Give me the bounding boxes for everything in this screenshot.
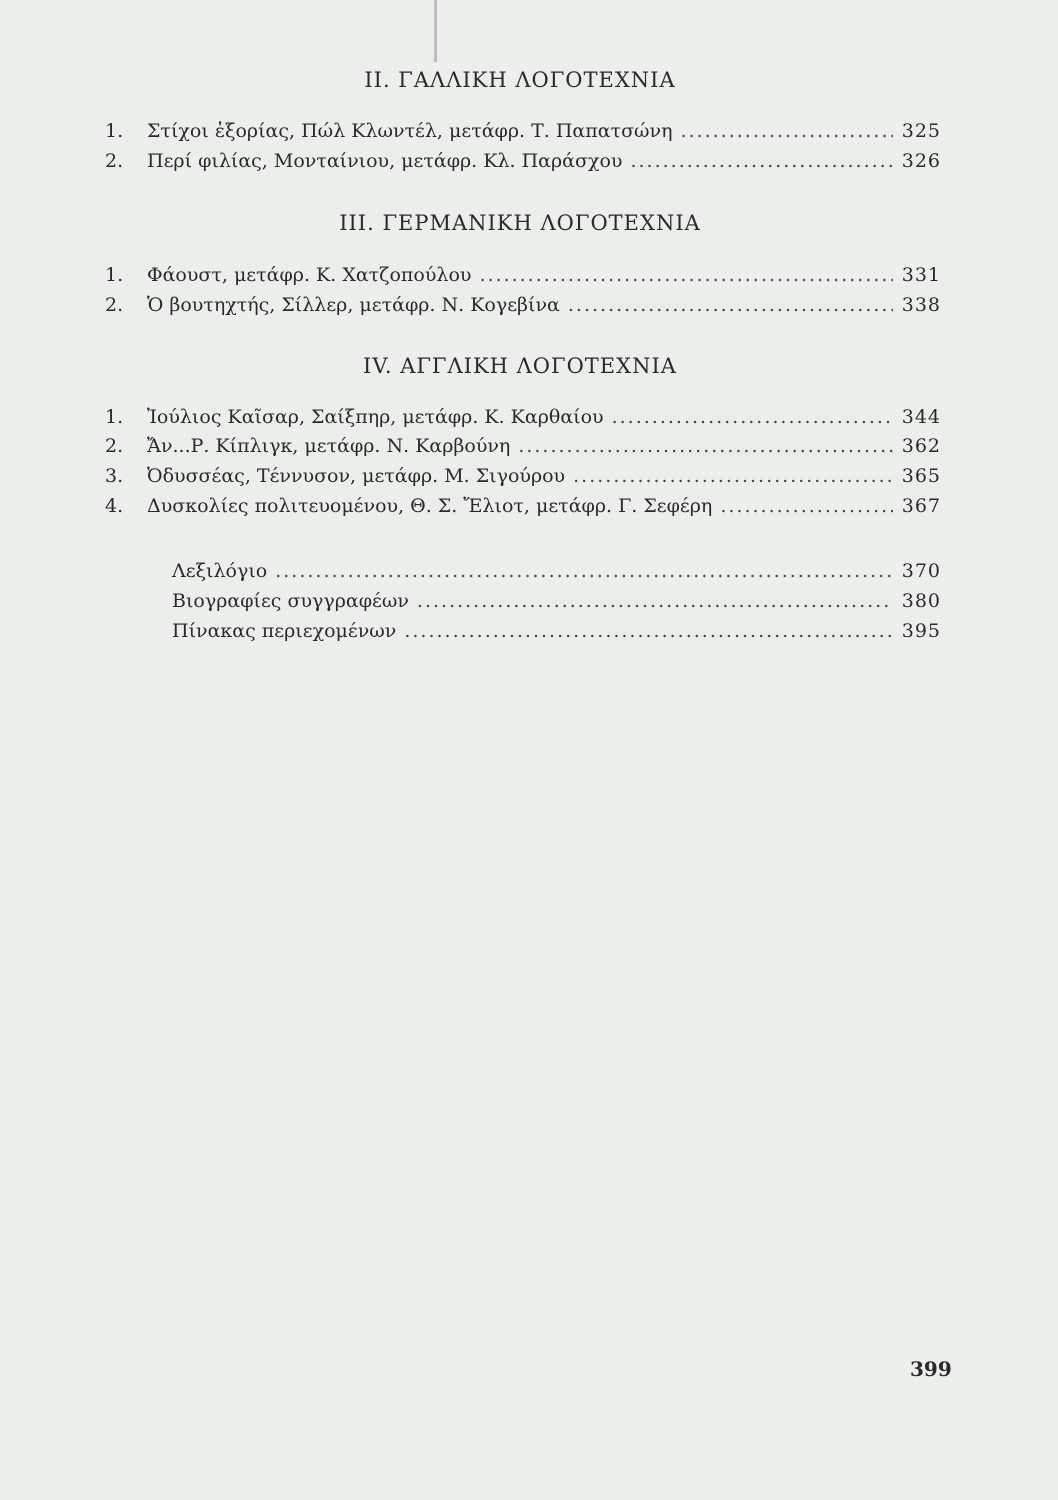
entry-title: Ἄν...Ρ. Κίπλιγκ, μετάφρ. Ν. Καρβούνη xyxy=(147,435,511,457)
entry-title: Φάουστ, μετάφρ. Κ. Χατζοπούλου xyxy=(147,264,472,286)
dot-leader xyxy=(404,620,893,642)
dot-leader xyxy=(417,590,893,612)
section-heading-french: II. ΓΑΛΛΙΚΗ ΛΟΓΟΤΕΧΝΙΑ xyxy=(364,68,676,92)
toc-entry xyxy=(105,120,941,148)
entry-title: Πίνακας περιεχομένων xyxy=(172,620,397,642)
appendix-entry xyxy=(172,590,941,618)
entry-title: Ἰούλιος Καῖσαρ, Σαίξπηρ, μετάφρ. Κ. Καρθαίου xyxy=(147,406,604,428)
entry-page: 344 xyxy=(901,406,941,428)
entry-number: 1. xyxy=(105,264,124,286)
dot-leader xyxy=(479,264,893,286)
entry-number: 4. xyxy=(105,495,124,517)
entry-number: 2. xyxy=(105,435,124,457)
dot-leader xyxy=(275,560,893,582)
appendix-entry xyxy=(172,560,941,588)
dot-leader xyxy=(568,294,893,316)
entry-number: 3. xyxy=(105,465,124,487)
dot-leader xyxy=(518,435,893,457)
entry-page: 365 xyxy=(901,465,941,487)
dot-leader xyxy=(720,495,893,517)
toc-entry xyxy=(105,150,941,178)
entry-page: 331 xyxy=(901,264,941,286)
dot-leader xyxy=(573,465,893,487)
entry-page: 338 xyxy=(901,294,941,316)
entry-title: Βιογραφίες συγγραφέων xyxy=(172,590,409,612)
entry-page: 380 xyxy=(901,590,941,612)
dot-leader xyxy=(630,150,893,172)
entry-title: Ὁ βουτηχτής, Σίλλερ, μετάφρ. Ν. Κογεβίνα xyxy=(147,294,560,316)
entry-page: 367 xyxy=(901,495,941,517)
dot-leader xyxy=(680,120,893,142)
page-fold xyxy=(434,0,437,62)
section-heading-german: III. ΓΕΡΜΑΝΙΚΗ ΛΟΓΟΤΕΧΝΙΑ xyxy=(339,211,701,235)
entry-number: 2. xyxy=(105,294,124,316)
entry-page: 326 xyxy=(901,150,941,172)
dot-leader xyxy=(612,406,893,428)
appendix-entry xyxy=(172,620,941,648)
section-heading-english: IV. ΑΓΓΛΙΚΗ ΛΟΓΟΤΕΧΝΙΑ xyxy=(363,354,677,378)
entry-title: Στίχοι ἐξορίας, Πώλ Κλωντέλ, μετάφρ. Τ. Παπατσώνη xyxy=(147,120,673,142)
toc-entry xyxy=(105,435,941,463)
entry-page: 370 xyxy=(901,560,941,582)
entry-page: 395 xyxy=(901,620,941,642)
toc-entry xyxy=(105,465,941,493)
page-number: 399 xyxy=(910,1357,952,1381)
entry-title: Δυσκολίες πολιτευομένου, Θ. Σ. Ἔλιοτ, μετάφρ. Γ. Σεφέρη xyxy=(147,495,713,517)
entry-page: 325 xyxy=(901,120,941,142)
entry-number: 1. xyxy=(105,406,124,428)
toc-entry xyxy=(105,294,941,322)
entry-title: Ὀδυσσέας, Τέννυσον, μετάφρ. Μ. Σιγούρου xyxy=(147,465,566,487)
entry-page: 362 xyxy=(901,435,941,457)
entry-title: Λεξιλόγιο xyxy=(172,560,268,582)
toc-entry xyxy=(105,406,941,434)
entry-number: 1. xyxy=(105,120,124,142)
toc-entry xyxy=(105,495,941,523)
entry-number: 2. xyxy=(105,150,124,172)
entry-title: Περί φιλίας, Μονταίνιου, μετάφρ. Κλ. Παράσχου xyxy=(147,150,623,172)
toc-entry xyxy=(105,264,941,292)
